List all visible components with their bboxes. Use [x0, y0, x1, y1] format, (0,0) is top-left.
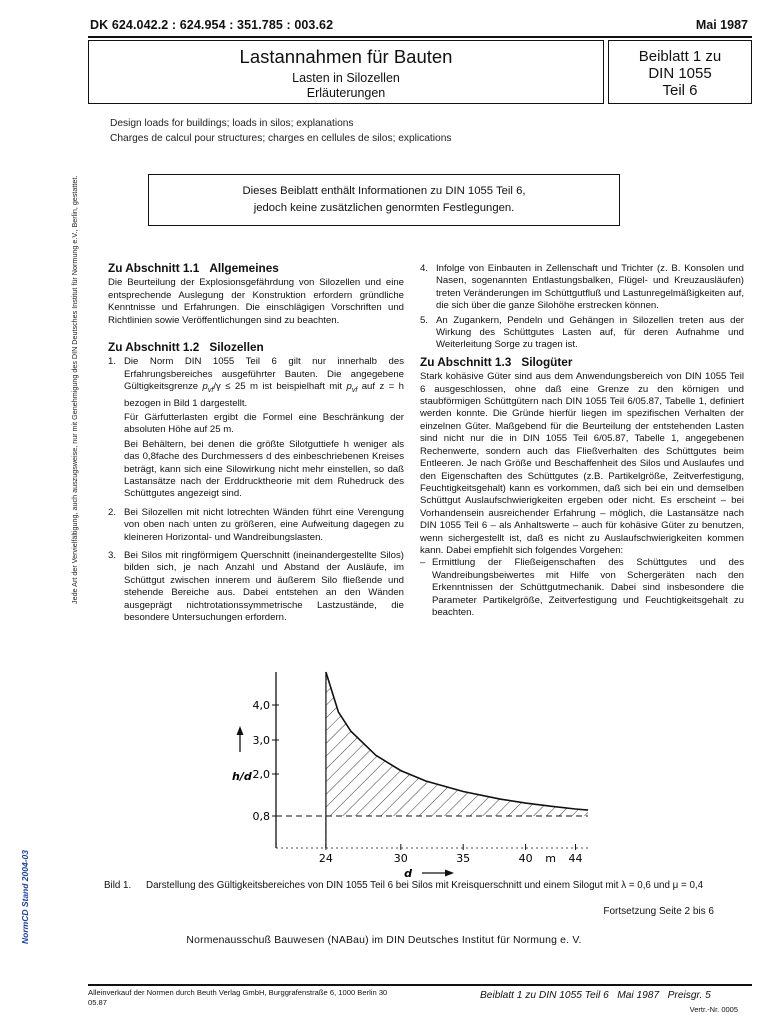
copyright-note: Jede Art der Vervielfältigung, auch auszugsweise, nur mit Genehmigung des DIN Deutsches Institut für Normung e.V., Berlin, gestattet.: [70, 175, 79, 604]
notice-line-2: jedoch keine zusätzlichen genormten Festlegungen.: [253, 202, 515, 214]
y-tick-label: 0,8: [252, 810, 270, 823]
y-tick-label: 2,0: [252, 768, 270, 781]
english-title: Design loads for buildings; loads in silos; explanations: [110, 118, 354, 129]
x-axis-label: d: [404, 867, 412, 880]
list-item: 5. An Zugankern, Pendeln und Gehängen in Silozellen treten aus der Wirkung des Schüttgutes Lasten auf, für deren Aufnahme und Weiterleitung Sorge zu tragen ist.: [420, 314, 744, 351]
section-1-2-heading: Zu Abschnitt 1.2 Silozellen: [108, 340, 264, 355]
normcd-stamp: NormCD Stand 2004-03: [20, 849, 30, 944]
beiblatt-line-3: Teil 6: [662, 82, 698, 99]
distribution-number: Vertr.-Nr. 0005: [689, 1005, 738, 1014]
list-item: 1. Die Norm DIN 1055 Teil 6 gilt nur innerhalb des Erfahrungsbereiches ausgeführter Bauten. Die angegebene Gültigkeitsgrenze $p_{vf}/\gamma \le 25$ m ist beispielhaft mit $p_{vf}$ auf z = h bezogen in Bild 1 dargestellt. Für Gärfutterlasten ergibt die Formel eine Beschränkung der absoluten Höhe auf 25 m. Bei Behältern, bei denen die größte Silotguttiefe h weniger als das 0,8fache des Durchmessers d des einbeschriebenen Kreises beträgt, kann sich eine Silowirkung nicht mehr einstellen, so daß Lastansätze nach der Erddrucktheorie mit dem Ruhedruck des Schüttgutes angezeigt sind.: [108, 356, 404, 500]
y-tick-label: 3,0: [252, 734, 270, 747]
y-arrow-head: [237, 726, 244, 735]
x-arrow-head: [445, 870, 454, 877]
french-title: Charges de calcul pour structures; charges en cellules de silos; explications: [110, 133, 452, 144]
section-1-3-text: Stark kohäsive Güter sind aus dem Anwendungsbereich von DIN 1055 Teil 6 ausgeschlossen, ohne daß eine Grenze zu den körnigen und staubförmigen Schüttgütern nach DIN 1055 Teil 6/05.87, Tabelle 1, definiert werden konnte. Die Gründe hierfür liegen im spezifischen Verhalten der einzelnen Güter. Maßgebend für die Beurteilung der entstehenden Lasten sind nicht nur die in DIN 1055 Teil 6/05.87, Tabelle 1, angegebenen Rechenwerte, sondern auch das Fließverhalten des Schüttgutes beim Entleeren. Je nach Größe und Beschaffenheit des Silos und Auslaufes und den Eigenschaften des Schüttgutes (z.B. Partikelgröße, Zeitverfestigung, Feuchtigkeitsgehalt) kann es vorkommen, daß sich bei ein und demselben Schüttgut Auslaufschwierigkeiten ergeben oder nicht. Es erscheint – bei Vorhandensein ausreichender Erfahrung – möglich, die Lastansätze nach DIN 1055 Teil 6 – als Anhaltswerte – auch für kohäsive Güter zu benutzen, wenn sichergestellt ist, daß es nicht zu Auslaufschwierigkeiten kommen kann. Dabei empfiehlt sich folgendes Vorgehen:: [420, 371, 744, 556]
y-tick-label: 4,0: [252, 699, 270, 712]
figure-label: Bild 1.: [104, 880, 132, 891]
section-1-3-heading: Zu Abschnitt 1.3 Silogüter: [420, 354, 573, 369]
section-1-1-text: Die Beurteilung der Explosionsgefährdung von Silozellen und eine entsprechende Auslegung der Konstruktion erfordern gründliche Kenntnisse und Erfahrungen. Die einschlägigen Vorschriften und Richtlinien sowie Veröffentlichungen sind zu beachten.: [108, 277, 404, 326]
notice-line-1: Dieses Beiblatt enthält Informationen zu DIN 1055 Teil 6,: [242, 185, 526, 197]
y-axis-label: h/d: [232, 770, 252, 783]
publisher-info: Alleinverkauf der Normen durch Beuth Verlag GmbH, Burggrafenstraße 6, 1000 Berlin 30 05.87: [88, 988, 388, 1007]
continued-note: Fortsetzung Seite 2 bis 6: [603, 906, 714, 917]
issue-date: Mai 1987: [695, 18, 748, 32]
list-item: 2. Bei Silozellen mit nicht lotrechten Wänden führt eine Verengung von oben nach unten zu größeren, eine Aufweitung dagegen zu kleineren Horizontal- und Wandreibungslasten.: [108, 506, 404, 543]
figure-caption-text: Darstellung des Gültigkeitsbereiches von DIN 1055 Teil 6 bei Silos mit Kreisquerschnitt und einem Silogut mit λ = 0,6 und μ = 0,4: [146, 880, 704, 891]
figure-caption: [104, 880, 744, 892]
document-reference: Beiblatt 1 zu DIN 1055 Teil 6 Mai 1987 Preisgr. 5: [480, 990, 711, 1001]
beiblatt-line-2: DIN 1055: [648, 65, 712, 82]
x-tick-label: 40: [518, 852, 533, 865]
document-subtitle: Lasten in Silozellen: [292, 71, 400, 85]
list-item: 3. Bei Silos mit ringförmigem Querschnitt (ineinandergestellte Silos) bilden sich, je nach Anzahl und Abstand der Ausläufe, im Schüttgut zwischen innerem und äußerem Silo fließende und stehende Bereiche aus. Dabei entstehen an den Wänden ausgeprägt nichtrotationssymmetrische Lastzustände, die besondere Untersuchungen erfordern.: [108, 550, 404, 624]
x-tick-label: 24: [318, 852, 333, 865]
document-subtitle-2: Erläuterungen: [306, 86, 386, 100]
beiblatt-line-1: Beiblatt 1 zu: [638, 48, 722, 65]
x-unit-label: m: [545, 852, 556, 865]
committee-line: Normenausschuß Bauwesen (NABau) im DIN Deutsches Institut für Normung e. V.: [186, 935, 582, 946]
x-tick-label: 35: [456, 852, 471, 865]
document-title: Lastannahmen für Bauten: [239, 46, 453, 67]
section-1-1-heading: Zu Abschnitt 1.1 Allgemeines: [108, 261, 279, 275]
dk-number: DK 624.042.2 : 624.954 : 351.785 : 003.62: [90, 18, 334, 32]
list-item: 4. Infolge von Einbauten in Zellenschaft und Trichter (z. B. Konsolen und Nasen, sogenannten Entlastungsbalken, Flügel- und Kreuzausläufen) treten Veränderungen im Schüttgutfluß und Lastunregelmäßigkeiten auf, die sich über die ganze Silohöhe erstrecken können.: [420, 263, 744, 312]
list-item: – Ermittlung der Fließeigenschaften des Schüttgutes und des Wandreibungsbeiwertes mit Hilfe von Schergeräten nach den Erkenntnissen der Schüttgutmechanik. Dabei sind insbesondere die Parameter Partikelgröße, Zeitverfestigung und Feuchtigkeitsgehalt zu beachten.: [420, 557, 744, 618]
footer-rule: [88, 984, 752, 986]
x-tick-label: 30: [393, 852, 408, 865]
x-tick-label: 44: [568, 852, 583, 865]
